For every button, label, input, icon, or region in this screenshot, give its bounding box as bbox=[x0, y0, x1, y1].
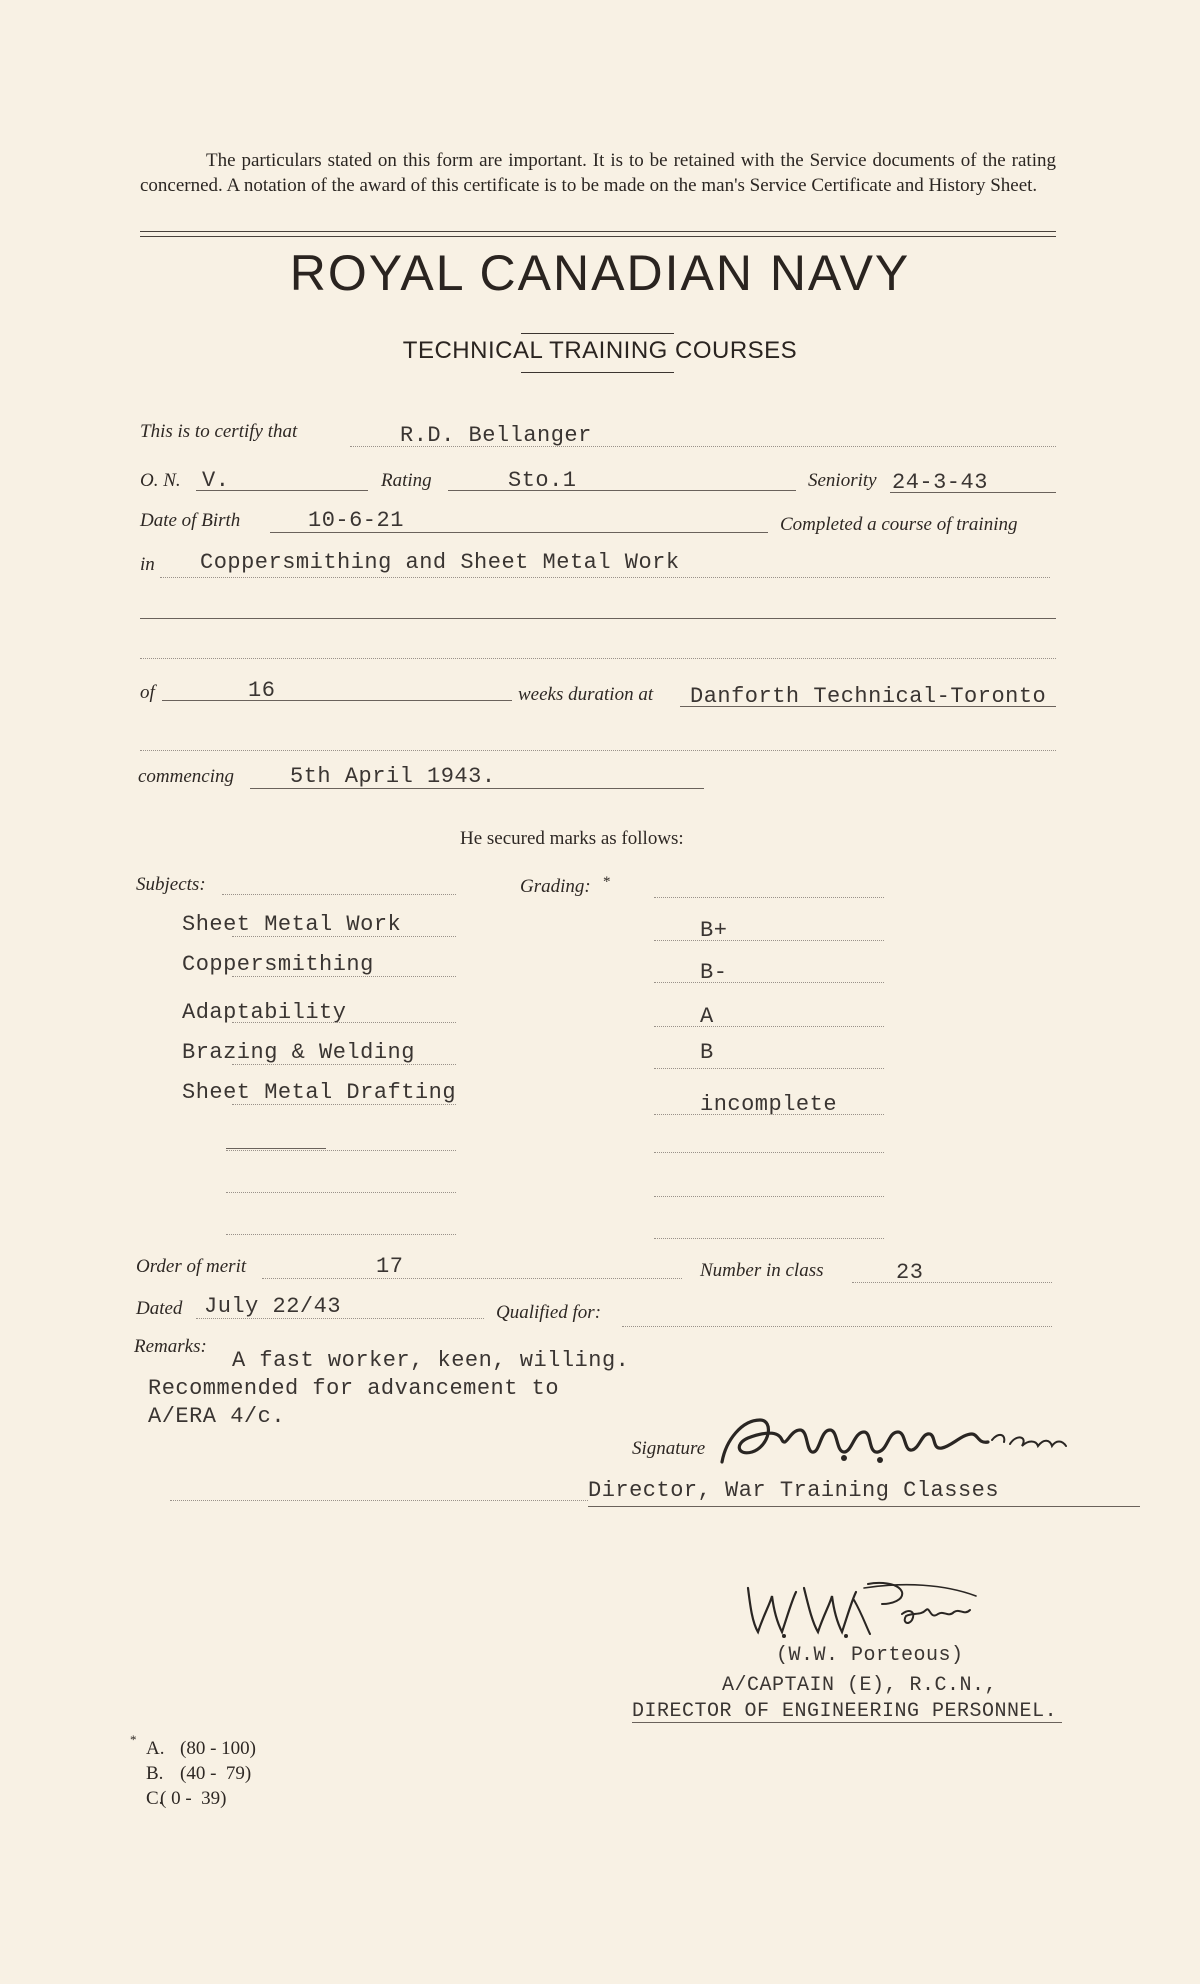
order-of-merit-label: Order of merit bbox=[136, 1256, 247, 1277]
grade-line bbox=[654, 1026, 884, 1027]
weeks-line bbox=[162, 700, 512, 701]
location-line-2 bbox=[140, 750, 1056, 751]
director-line-left bbox=[170, 1500, 588, 1501]
scale-range: (80 - 100) bbox=[180, 1738, 256, 1759]
officer-rank: A/CAPTAIN (E), R.C.N., bbox=[722, 1674, 998, 1697]
grade-line bbox=[654, 1068, 884, 1069]
scale-grade: A. bbox=[146, 1738, 165, 1759]
grading-asterisk: * bbox=[603, 874, 611, 890]
completed-label: Completed a course of training bbox=[780, 514, 1018, 535]
subject-name: Sheet Metal Drafting bbox=[182, 1080, 457, 1105]
dated-label: Dated bbox=[136, 1298, 183, 1319]
in-label: in bbox=[140, 554, 155, 575]
remarks-line-2: Recommended for advancement to bbox=[148, 1376, 560, 1401]
order-of-merit-value: 17 bbox=[376, 1254, 404, 1279]
scale-grade: C. bbox=[146, 1788, 164, 1809]
officer-position: DIRECTOR OF ENGINEERING PERSONNEL. bbox=[632, 1700, 1058, 1723]
dob-line bbox=[270, 532, 768, 533]
number-in-class-value: 23 bbox=[896, 1260, 924, 1285]
subject-line bbox=[232, 1022, 456, 1023]
subject-grade: incomplete bbox=[700, 1092, 838, 1117]
subject-line bbox=[232, 936, 456, 937]
notice-divider-double bbox=[140, 236, 1056, 237]
director-signature bbox=[716, 1400, 1096, 1480]
commencing-line bbox=[250, 788, 704, 789]
subject-line bbox=[232, 976, 456, 977]
subject-line bbox=[232, 1104, 456, 1105]
scale-range: (40 - 79) bbox=[180, 1763, 252, 1784]
weeks-label: weeks duration at bbox=[518, 684, 654, 705]
rating-line bbox=[448, 490, 796, 491]
blank-subject-line bbox=[226, 1192, 456, 1193]
on-label: O. N. bbox=[140, 470, 181, 491]
dated-line bbox=[196, 1318, 484, 1319]
weeks-value: 16 bbox=[248, 678, 276, 703]
officer-signature bbox=[744, 1574, 984, 1644]
location-value: Danforth Technical-Toronto bbox=[690, 684, 1047, 709]
subject-line bbox=[232, 1064, 456, 1065]
name-line bbox=[350, 446, 1056, 447]
scale-asterisk: * bbox=[130, 1732, 137, 1747]
blank-grade-line bbox=[654, 1196, 884, 1197]
recipient-name: R.D. Bellanger bbox=[400, 423, 592, 448]
officer-name: (W.W. Porteous) bbox=[776, 1644, 964, 1667]
on-line bbox=[196, 490, 368, 491]
subject-grade: A bbox=[700, 1004, 714, 1029]
subject-grade: B bbox=[700, 1040, 714, 1065]
seniority-value: 24-3-43 bbox=[892, 470, 988, 495]
scale-grade: B. bbox=[146, 1763, 164, 1784]
order-of-merit-line bbox=[262, 1278, 682, 1279]
subject-name: Adaptability bbox=[182, 1000, 347, 1025]
subject-grade: B- bbox=[700, 960, 728, 985]
grade-line bbox=[654, 1114, 884, 1115]
number-in-class-line bbox=[852, 1282, 1052, 1283]
officer-position-line bbox=[632, 1722, 1062, 1723]
subjects-header: Subjects: bbox=[136, 874, 206, 895]
on-value: V. bbox=[202, 468, 230, 493]
seniority-line bbox=[890, 492, 1056, 493]
rating-value: Sto.1 bbox=[508, 468, 577, 493]
blank-grade-line bbox=[654, 1152, 884, 1153]
dob-value: 10-6-21 bbox=[308, 508, 404, 533]
course-line-3 bbox=[140, 658, 1056, 659]
signature-label: Signature bbox=[632, 1438, 706, 1459]
director-line bbox=[588, 1506, 1140, 1507]
remarks-line-3: A/ERA 4/c. bbox=[148, 1404, 286, 1429]
grading-header: Grading: bbox=[520, 876, 591, 897]
qualified-for-line bbox=[622, 1326, 1052, 1327]
blank-grade-line bbox=[654, 1238, 884, 1239]
notice-divider bbox=[140, 231, 1056, 232]
course-line-2 bbox=[140, 618, 1056, 619]
grading-header-line bbox=[654, 897, 884, 898]
rating-label: Rating bbox=[381, 470, 432, 491]
seniority-label: Seniority bbox=[808, 470, 877, 491]
subject-grade: B+ bbox=[700, 918, 728, 943]
blank-subject-line bbox=[226, 1150, 456, 1151]
director-title: Director, War Training Classes bbox=[588, 1478, 1000, 1503]
subject-name: Brazing & Welding bbox=[182, 1040, 415, 1065]
page-subtitle: TECHNICAL TRAINING COURSES bbox=[402, 337, 798, 364]
notice-paragraph: The particulars stated on this form are important. It is to be retained with the Service documents of the rating concerned. A notation of the award of this certificate is to be made on the man's Service Certificate and History Sheet. bbox=[140, 150, 1056, 196]
location-line bbox=[680, 706, 1056, 707]
qualified-for-label: Qualified for: bbox=[496, 1302, 602, 1323]
of-label: of bbox=[140, 682, 155, 703]
subjects-header-line bbox=[222, 894, 456, 895]
marks-heading: He secured marks as follows: bbox=[460, 828, 684, 849]
grade-line bbox=[654, 982, 884, 983]
scale-range: ( 0 - 39) bbox=[160, 1788, 227, 1809]
course-line bbox=[160, 577, 1050, 578]
subtitle-rule-top bbox=[521, 333, 674, 334]
remarks-line-1: A fast worker, keen, willing. bbox=[232, 1348, 630, 1373]
page-title: ROYAL CANADIAN NAVY bbox=[289, 245, 911, 301]
dob-label: Date of Birth bbox=[140, 510, 241, 531]
grade-line bbox=[654, 940, 884, 941]
blank-subject-line bbox=[226, 1234, 456, 1235]
blank-subject-line bbox=[226, 1148, 326, 1149]
course-value: Coppersmithing and Sheet Metal Work bbox=[200, 550, 680, 575]
subtitle-rule-bottom bbox=[521, 372, 674, 373]
commencing-value: 5th April 1943. bbox=[290, 764, 496, 789]
number-in-class-label: Number in class bbox=[700, 1260, 824, 1281]
remarks-label: Remarks: bbox=[134, 1336, 207, 1357]
commencing-label: commencing bbox=[138, 766, 235, 787]
subject-name: Sheet Metal Work bbox=[182, 912, 402, 937]
certify-label: This is to certify that bbox=[140, 421, 298, 442]
dated-value: July 22/43 bbox=[204, 1294, 342, 1319]
subject-name: Coppersmithing bbox=[182, 952, 374, 977]
